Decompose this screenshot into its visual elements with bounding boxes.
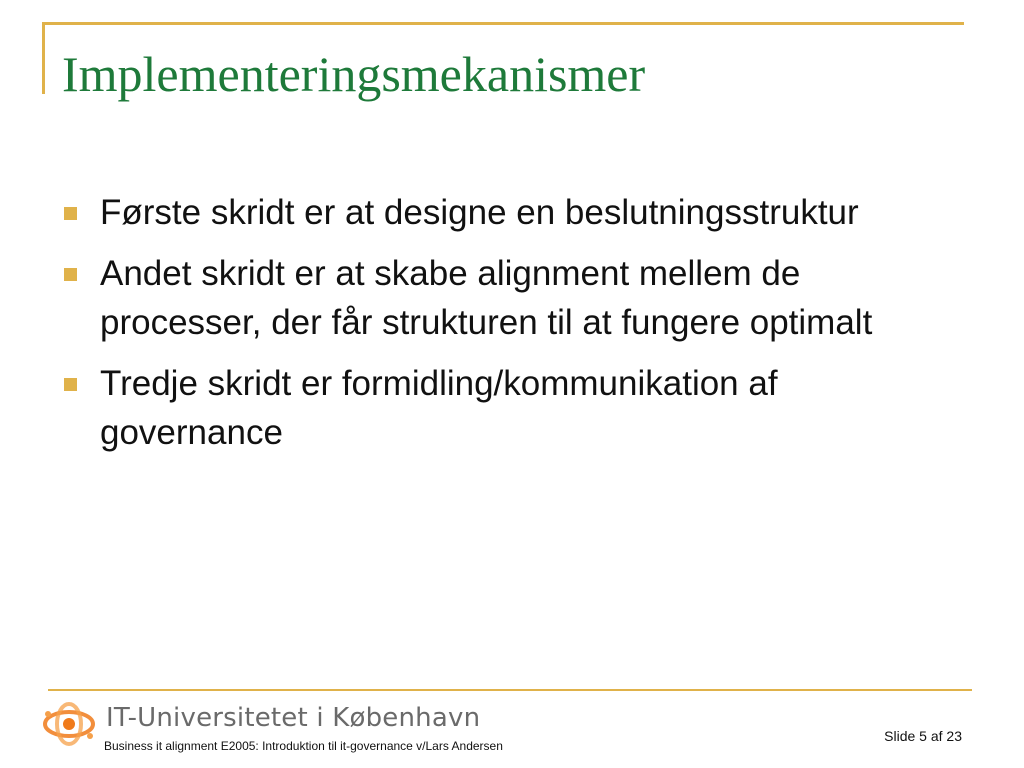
footer-caption: Business it alignment E2005: Introduktion til it-governance v/Lars Andersen [104, 739, 503, 753]
bullet-item [62, 359, 962, 457]
bullet-text: Første skridt er at designe en beslutningsstruktur [100, 193, 859, 232]
frame-top-line [42, 22, 964, 25]
slide-number: Slide 5 af 23 [884, 728, 962, 744]
footer-line [48, 689, 972, 691]
square-bullet-icon [64, 378, 77, 391]
bullet-list [62, 188, 962, 469]
itu-logo-icon [38, 700, 100, 750]
bullet-text: Tredje skridt er formidling/kommunikation af governance [100, 364, 778, 452]
logo-wordmark: IT-Universitetet i København [106, 703, 481, 733]
square-bullet-icon [64, 268, 77, 281]
square-bullet-icon [64, 207, 77, 220]
frame-left-line [42, 22, 45, 94]
bullet-item [62, 249, 962, 347]
bullet-text: Andet skridt er at skabe alignment mellem de processer, der får strukturen til at fungere optimalt [100, 254, 873, 342]
bullet-item [62, 188, 962, 237]
slide-title: Implementeringsmekanismer [62, 46, 646, 102]
